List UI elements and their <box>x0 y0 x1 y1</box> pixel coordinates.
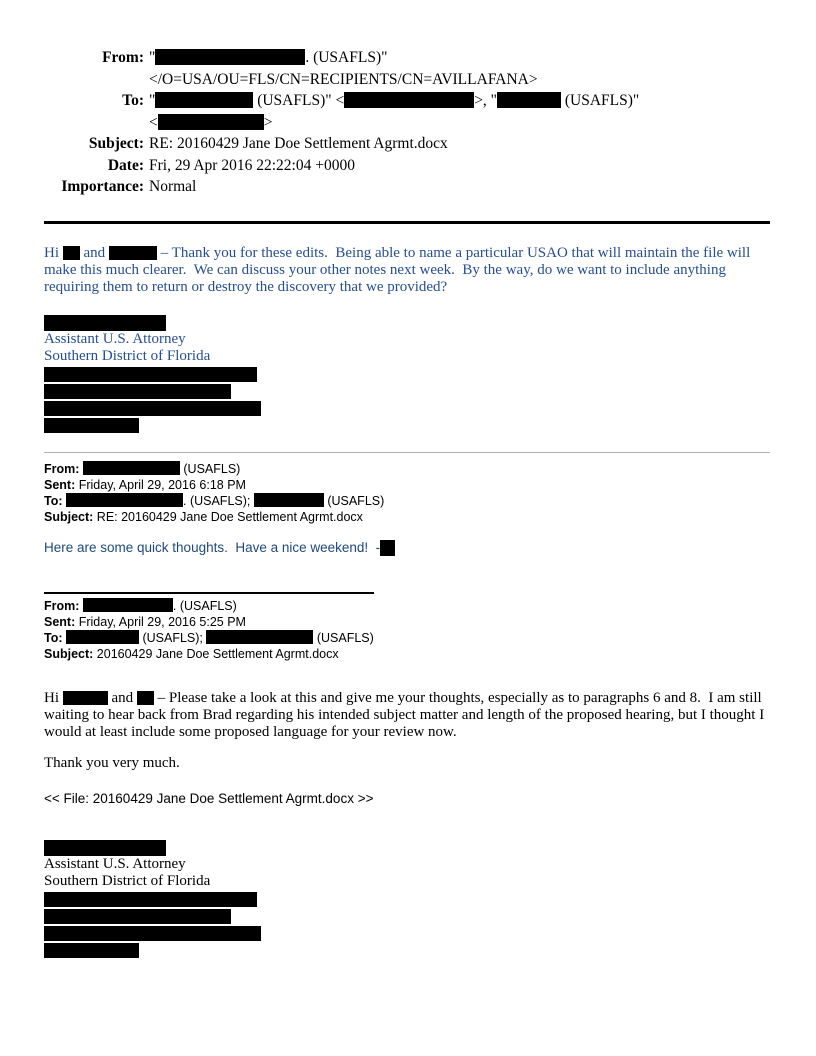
redaction-bar <box>44 943 139 958</box>
q1-to-label: To: <box>44 493 63 508</box>
from-label: From: <box>102 49 144 66</box>
email3-body-text: – Please take a look at this and give me your thoughts, especially as to paragraphs 6 and 8. I am still waiting to hear back from Brad regarding his intended subject matter and length of the proposed hearing, but I thought I would at least include some proposed language for your review now. <box>44 689 768 740</box>
q2-sent-label: Sent: <box>44 614 76 629</box>
redaction-bar <box>63 246 80 260</box>
q2-from-label: From: <box>44 598 80 613</box>
from-exchange-address: </O=USA/OU=FLS/CN=RECIPIENTS/CN=AVILLAFANA> <box>149 70 538 88</box>
q2-to-separator: (USAFLS); <box>139 630 207 645</box>
q1-to-row <box>44 493 770 509</box>
redaction-bar <box>497 92 561 108</box>
to-separator-2: >, " <box>474 92 498 109</box>
email1-greeting: Hi <box>44 244 63 261</box>
q2-sent-row <box>44 614 770 630</box>
redaction-bar <box>44 418 139 433</box>
email-header-quoted-1 <box>44 461 770 525</box>
q2-subject-value: 20160429 Jane Doe Settlement Agrmt.docx <box>93 646 339 661</box>
email-header-quoted-2 <box>44 598 770 662</box>
redaction-bar <box>44 892 257 907</box>
email3-and: and <box>107 689 137 706</box>
to2-open-bracket: < <box>149 113 158 131</box>
email3-thanks-line: Thank you very much. <box>44 754 180 771</box>
signature1-title: Assistant U.S. Attorney <box>44 330 186 347</box>
q1-from-label: From: <box>44 461 80 476</box>
redaction-bar <box>83 461 180 475</box>
to2-close-bracket: > <box>263 113 273 131</box>
date-value: Fri, 29 Apr 2016 22:22:04 +0000 <box>149 156 355 174</box>
signature-block-2 <box>44 840 770 958</box>
quoted-email-divider-2 <box>44 592 374 594</box>
redaction-bar <box>158 114 264 130</box>
to-open-quote: " <box>149 92 156 109</box>
q1-sent-row <box>44 477 770 493</box>
redaction-bar <box>44 367 257 382</box>
redaction-bar <box>44 401 261 416</box>
header-divider-rule <box>44 221 770 224</box>
subject-label: Subject: <box>88 135 144 152</box>
from-open-quote: " <box>149 49 156 66</box>
redaction-bar <box>155 92 253 108</box>
redaction-bar <box>44 909 231 924</box>
signature1-office: Southern District of Florida <box>44 347 211 364</box>
redaction-bar <box>66 493 183 507</box>
q1-sent-label: Sent: <box>44 477 76 492</box>
redaction-bar <box>155 49 305 65</box>
q2-from-row <box>44 598 770 614</box>
date-label: Date: <box>107 156 144 174</box>
to-suffix: (USAFLS)" <box>561 92 640 109</box>
email1-and: and <box>79 244 109 261</box>
redaction-bar <box>66 630 139 644</box>
redaction-bar <box>44 384 231 399</box>
redaction-bar <box>44 926 261 941</box>
q2-subject-row <box>44 646 770 662</box>
q2-to-row <box>44 630 770 646</box>
from-suffix: . (USAFLS)" <box>305 49 388 66</box>
q1-subject-row <box>44 509 770 525</box>
to-value <box>149 90 770 112</box>
from-value <box>149 47 770 69</box>
email1-body-text: – Thank you for these edits. Being able to name a particular USAO that will maintain the file will make this much clearer. We can discuss your other notes next week. By the way, do we want to include anything requiring them to return or destroy the discovery that we provided? <box>44 244 754 295</box>
email1-body-paragraph <box>44 245 770 296</box>
q2-to-label: To: <box>44 630 63 645</box>
redaction-bar <box>109 246 157 260</box>
q2-subject-label: Subject: <box>44 646 94 661</box>
attachment-reference: << File: 20160429 Jane Doe Settlement Agrmt.docx >> <box>44 790 374 806</box>
quoted-email-divider <box>44 452 770 453</box>
to-label-spacer <box>44 112 144 134</box>
redaction-bar <box>344 92 474 108</box>
redaction-bar <box>44 840 166 856</box>
q1-from-suffix: (USAFLS) <box>179 461 241 476</box>
importance-value: Normal <box>149 178 197 195</box>
q1-sent-value: Friday, April 29, 2016 6:18 PM <box>75 477 246 492</box>
email2-body-text: Here are some quick thoughts. Have a nice weekend! - <box>44 539 381 555</box>
subject-value: RE: 20160429 Jane Doe Settlement Agrmt.docx <box>149 135 448 152</box>
q1-to-separator: . (USAFLS); <box>183 493 254 508</box>
email3-greeting: Hi <box>44 689 63 706</box>
to-label: To: <box>122 92 144 109</box>
q1-subject-label: Subject: <box>44 509 94 524</box>
q2-to-suffix: (USAFLS) <box>313 630 374 645</box>
redaction-bar <box>254 493 324 507</box>
importance-label: Importance: <box>61 178 144 195</box>
email-header-primary <box>44 47 770 198</box>
q1-subject-value: RE: 20160429 Jane Doe Settlement Agrmt.docx <box>93 509 363 524</box>
redaction-bar <box>63 691 108 705</box>
redaction-bar <box>44 315 166 331</box>
q1-to-suffix: (USAFLS) <box>323 493 385 508</box>
q1-from-row <box>44 461 770 477</box>
email2-body-line <box>44 540 770 556</box>
q2-from-suffix: . (USAFLS) <box>172 598 237 613</box>
from-label-spacer <box>44 69 144 91</box>
redaction-bar <box>137 691 154 705</box>
to-separator-1: (USAFLS)" < <box>253 92 345 109</box>
signature2-office: Southern District of Florida <box>44 872 211 889</box>
redaction-bar <box>206 630 313 644</box>
signature-block-1 <box>44 315 770 433</box>
signature2-title: Assistant U.S. Attorney <box>44 855 186 872</box>
email3-body-paragraph <box>44 690 770 741</box>
redaction-bar <box>83 598 173 612</box>
to-value-line2 <box>149 112 770 134</box>
q2-sent-value: Friday, April 29, 2016 5:25 PM <box>75 614 246 629</box>
redaction-bar <box>380 540 395 556</box>
